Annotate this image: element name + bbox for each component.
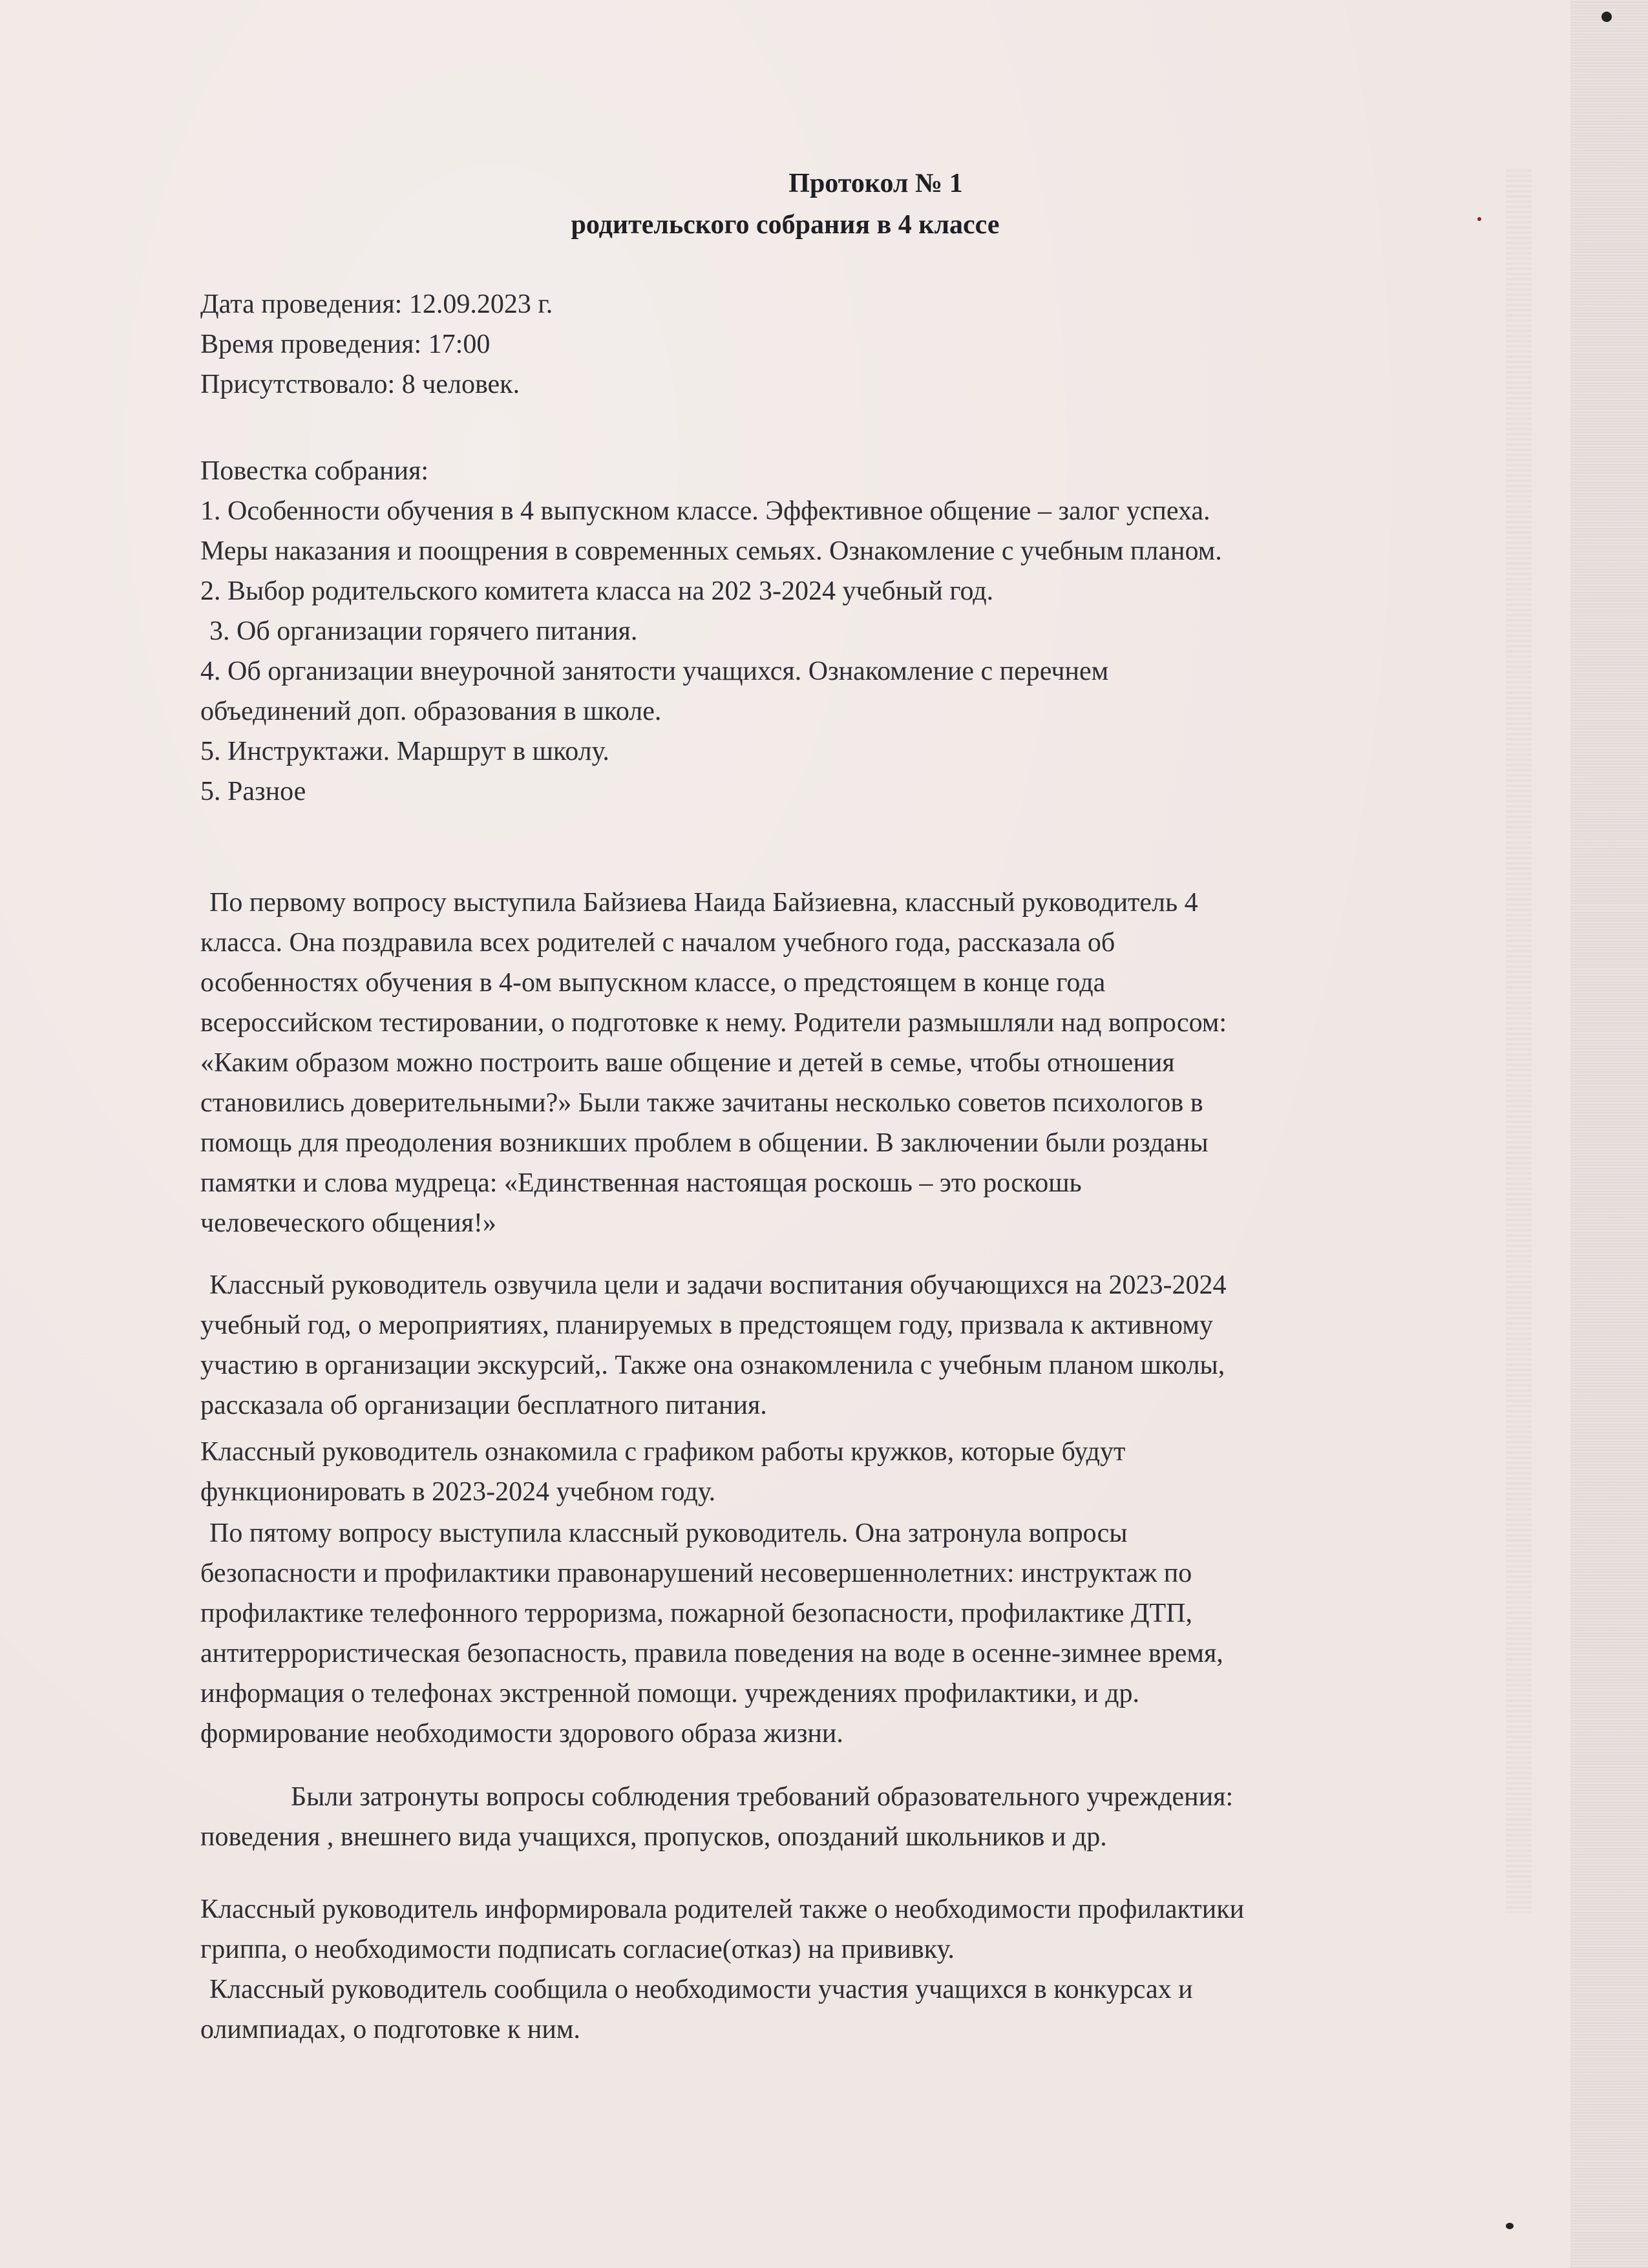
- paragraph-first-question: [200, 883, 1467, 1243]
- paragraph-line: поведения , внешнего вида учащихся, пропусков, опозданий школьников и др.: [200, 1822, 1107, 1852]
- scan-noise-edge: [1570, 0, 1648, 2268]
- paragraph-line: олимпиадах, о подготовке к ним.: [200, 2015, 580, 2044]
- paragraph-line: По первому вопросу выступила Байзиева Наида Байзиевна, классный руководитель 4: [209, 888, 1198, 918]
- agenda-line: 3. Об организации горячего питания.: [209, 616, 638, 646]
- meeting-date: Дата проведения: 12.09.2023 г.: [200, 289, 553, 319]
- agenda-title: Повестка собрания:: [200, 456, 429, 486]
- paragraph-line: класса. Она поздравила всех родителей с началом учебного года, рассказала об: [200, 928, 1115, 958]
- paragraph-line: Классный руководитель информировала родителей также о необходимости профилактики: [200, 1895, 1245, 1924]
- paragraph-line: учебный год, о мероприятиях, планируемых в предстоящем году, призвала к активному: [200, 1310, 1213, 1340]
- paragraph-line: человеческого общения!»: [200, 1208, 496, 1238]
- paragraph-line: особенностях обучения в 4-ом выпускном классе, о предстоящем в конце года: [200, 968, 1106, 998]
- paragraph-goals: [200, 1265, 1467, 1425]
- meeting-time: Время проведения: 17:00: [200, 330, 491, 359]
- paragraph-line: По пятому вопросу выступила классный руководитель. Она затронула вопросы: [209, 1518, 1128, 1548]
- paragraph-line: гриппа, о необходимости подписать согласие(отказ) на прививку.: [200, 1935, 955, 1964]
- agenda-line: 4. Об организации внеурочной занятости учащихся. Ознакомление с перечнем: [200, 656, 1109, 686]
- paragraph-line: «Каким образом можно построить ваше общение и детей в семье, чтобы отношения: [200, 1048, 1175, 1078]
- paragraph-line: антитеррористическая безопасность, правила поведения на воде в осенне-зимнее время,: [200, 1639, 1223, 1668]
- scan-noise-streak: [1506, 168, 1532, 1913]
- paragraph-line: всероссийском тестировании, о подготовке к нему. Родители размышляли над вопросом:: [200, 1008, 1227, 1038]
- paragraph-line: формирование необходимости здорового образа жизни.: [200, 1719, 843, 1748]
- paragraph-flu: [200, 1889, 1467, 2050]
- paragraph-line: рассказала об организации бесплатного питания.: [200, 1391, 767, 1420]
- paragraph-line: становились доверительными?» Были также зачитаны несколько советов психологов в: [200, 1088, 1203, 1118]
- document-subtitle: родительского собрания в 4 классе: [571, 210, 1000, 240]
- scan-speck: [1477, 217, 1481, 221]
- paragraph-line: функционировать в 2023-2024 учебном году.: [200, 1477, 716, 1507]
- paragraph-line: профилактике телефонного терроризма, пожарной безопасности, профилактике ДТП,: [200, 1599, 1193, 1628]
- paragraph-line: Были затронуты вопросы соблюдения требований образовательного учреждения:: [291, 1782, 1234, 1812]
- scan-speck: [1506, 2223, 1514, 2229]
- document-title: Протокол № 1: [788, 169, 963, 198]
- paragraph-line: Классный руководитель ознакомила с графиком работы кружков, которые будут: [200, 1437, 1126, 1467]
- paragraph-line: памятки и слова мудреца: «Единственная настоящая роскошь – это роскошь: [200, 1168, 1082, 1198]
- meeting-meta: [200, 284, 1467, 404]
- scan-speck: [1601, 12, 1612, 22]
- paragraph-line: помощь для преодоления возникших проблем в общении. В заключении были розданы: [200, 1128, 1209, 1158]
- paragraph-safety: [200, 1513, 1467, 1754]
- paragraph-line: участию в организации экскурсий,. Также она ознакомленила с учебным планом школы,: [200, 1350, 1225, 1380]
- agenda-line: 5. Инструктажи. Маршрут в школу.: [200, 737, 609, 766]
- paragraph-line: безопасности и профилактики правонарушений несовершеннолетних: инструктаж по: [200, 1559, 1192, 1588]
- paragraph-line: Классный руководитель сообщила о необходимости участия учащихся в конкурсах и: [209, 1975, 1193, 2004]
- meeting-attendance: Присутствовало: 8 человек.: [200, 370, 520, 399]
- paragraph-clubs: [200, 1432, 1467, 1512]
- paragraph-line: информация о телефонах экстренной помощи. учреждениях профилактики, и др.: [200, 1679, 1139, 1708]
- paragraph-requirements: [200, 1777, 1467, 1857]
- agenda-line: Меры наказания и поощрения в современных семьях. Ознакомление с учебным планом.: [200, 536, 1222, 566]
- agenda-section: [200, 451, 1467, 812]
- agenda-line: объединений доп. образования в школе.: [200, 697, 662, 726]
- agenda-line: 2. Выбор родительского комитета класса на 202 3-2024 учебный год.: [200, 576, 994, 606]
- agenda-line: 5. Разное: [200, 777, 306, 806]
- paragraph-line: Классный руководитель озвучила цели и задачи воспитания обучающихся на 2023-2024: [209, 1270, 1227, 1300]
- agenda-line: 1. Особенности обучения в 4 выпускном классе. Эффективное общение – залог успеха.: [200, 496, 1210, 526]
